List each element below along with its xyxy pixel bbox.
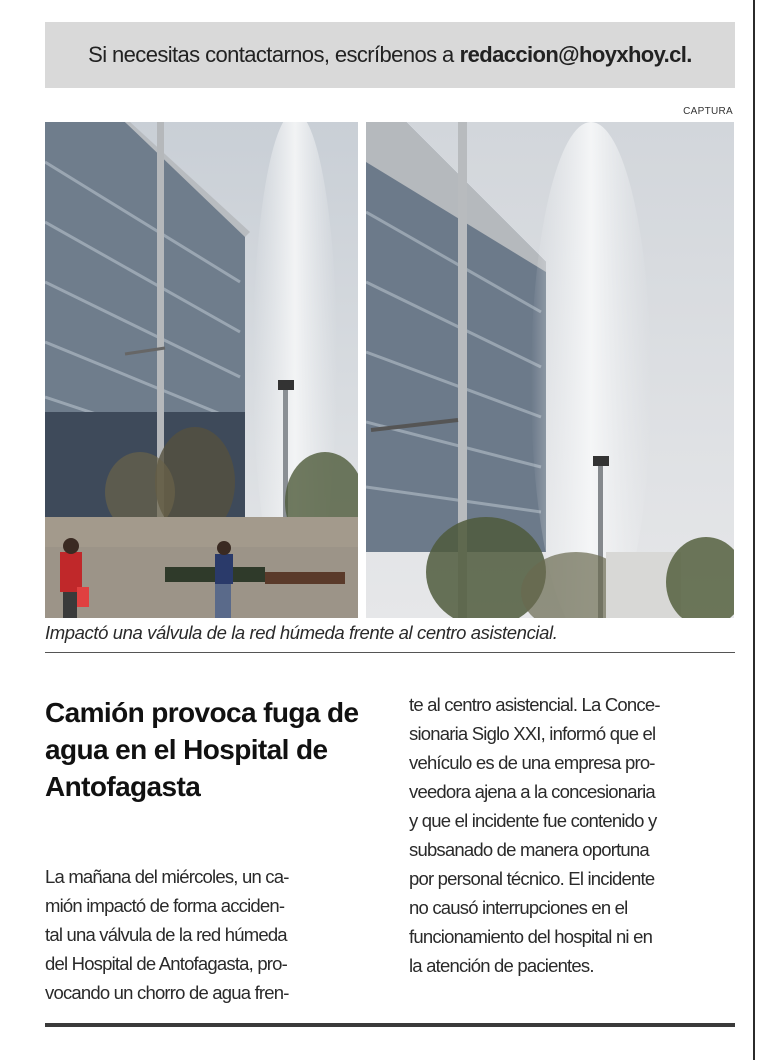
page-column-rule	[753, 0, 755, 1060]
photo-caption: Impactó una válvula de la red húmeda frente al centro asistencial.	[45, 622, 735, 653]
article-headline: Camión provoca fuga de agua en el Hospital de Antofagasta	[45, 697, 359, 802]
news-photo-right	[366, 122, 734, 618]
article-body-column-2: te al centro asistencial. La Conce- sionaria Siglo XXI, informó que el vehículo es de una empresa pro- veedora ajena a la concesionaria y que el incidente fue contenido y subsanado de manera oportuna por personal técnico. El incidente no causó interrupciones en el funcionamiento del hospital ni en la atención de pacientes.	[409, 694, 660, 976]
article-body-column-1: La mañana del miércoles, un ca- mión impactó de forma acciden- tal una válvula de la red húmeda del Hospital de Antofagasta, pro- vocando un chorro de agua fren-	[45, 866, 289, 1003]
article-bottom-rule	[45, 1023, 735, 1027]
news-photo-left	[45, 122, 358, 618]
contact-email[interactable]: redaccion@hoyxhoy.cl.	[459, 42, 692, 67]
photo-credit: CAPTURA	[683, 106, 733, 117]
contact-text: Si necesitas contactarnos, escríbenos a	[88, 42, 454, 67]
contact-banner	[45, 22, 735, 88]
